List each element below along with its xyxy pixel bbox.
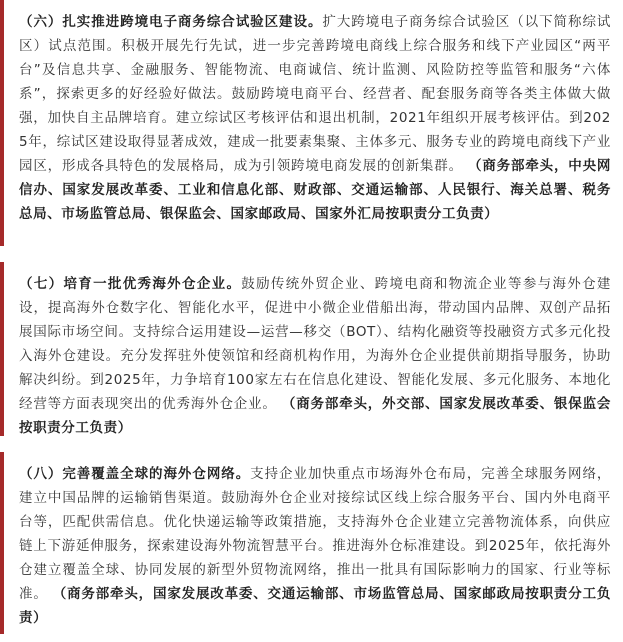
section-6-paragraph [4, 0, 623, 226]
section-8-heading: （八）完善覆盖全球的海外仓网络。 [19, 466, 251, 482]
section-6 [0, 0, 623, 246]
section-7-heading: （七）培育一批优秀海外仓企业。 [19, 276, 242, 292]
section-7-responsibility: （商务部牵头，外交部、国家发展改革委、银保监会按职责分工负责） [19, 396, 611, 436]
section-8 [0, 452, 623, 634]
section-8-body: 支持企业加快重点市场海外仓布局，完善全球服务网络，建立中国品牌的运输销售渠道。鼓励海外仓企业对接综试区线上综合服务平台、国内外电商平台等，匹配供需信息。优化快递运输等政策措施，支持海外仓企业建立完善物流体系，向供应链上下游延伸服务，探索建设海外物流智慧平台。推进海外仓标准建设。到2025年，依托海外仓建立覆盖全球、协同发展的新型外贸物流网络，推出一批具有国际影响力的国家、行业等标准。 [19, 466, 611, 602]
section-7-paragraph [4, 262, 623, 440]
section-8-paragraph [4, 452, 623, 630]
section-8-responsibility: （商务部牵头，国家发展改革委、交通运输部、市场监管总局、国家邮政局按职责分工负责） [19, 586, 611, 626]
section-6-body: 扩大跨境电子商务综合试验区（以下简称综试区）试点范围。积极开展先行先试，进一步完善跨境电商线上综合服务和线下产业园区“两平台”及信息共享、金融服务、智能物流、电商诚信、统计监测、风险防控等监管和服务“六体系”，探索更多的好经验好做法。鼓励跨境电商平台、经营者、配套服务商等各类主体做大做强，加快自主品牌培育。建立综试区考核评估和退出机制，2021年组织开展考核评估。到2025年，综试区建设取得显著成效，建成一批要素集聚、主体多元、服务专业的跨境电商线下产业园区，形成各具特色的发展格局，成为引领跨境电商发展的创新集群。 [19, 14, 612, 174]
section-6-responsibility: （商务部牵头，中央网信办、国家发展改革委、工业和信息化部、财政部、交通运输部、人民银行、海关总署、税务总局、市场监管总局、银保监会、国家邮政局、国家外汇局按职责分工负责） [19, 158, 612, 222]
section-7-body: 鼓励传统外贸企业、跨境电商和物流企业等参与海外仓建设，提高海外仓数字化、智能化水平，促进中小微企业借船出海，带动国内品牌、双创产品拓展国际市场空间。支持综合运用建设—运营—移交（BOT）、结构化融资等投融资方式多元化投入海外仓建设。充分发挥驻外使领馆和经商机构作用，为海外仓企业提供前期指导服务，协助解决纠纷。到2025年，力争培育100家左右在信息化建设、智能化发展、多元化服务、本地化经营等方面表现突出的优秀海外仓企业。 [19, 276, 612, 412]
section-7 [0, 262, 623, 436]
section-6-heading: （六）扎实推进跨境电子商务综合试验区建设。 [19, 14, 323, 30]
